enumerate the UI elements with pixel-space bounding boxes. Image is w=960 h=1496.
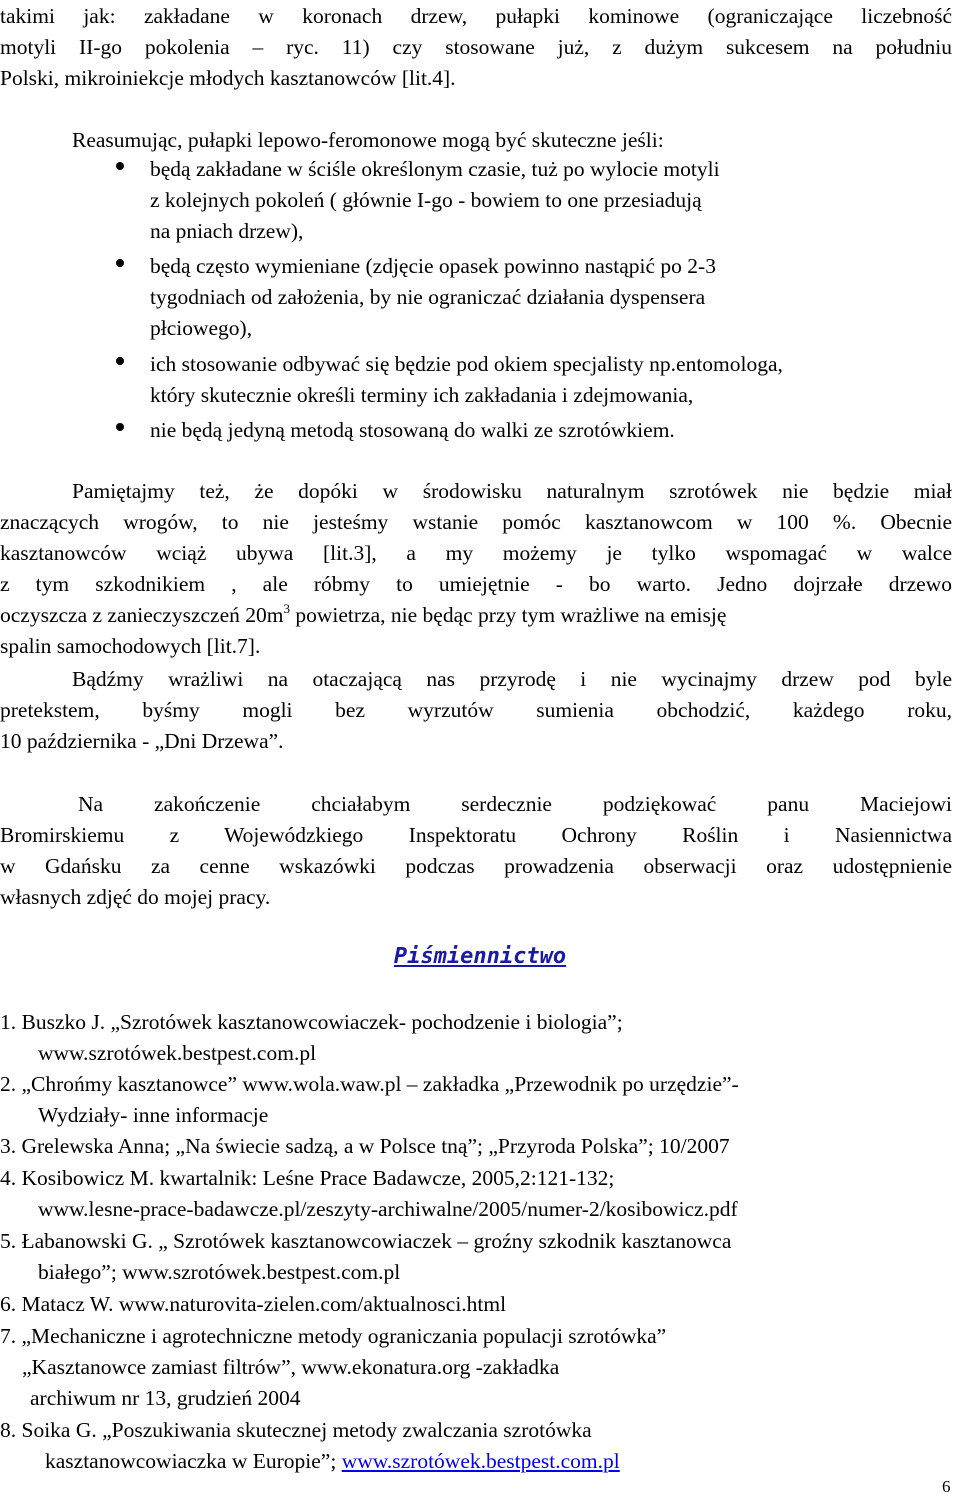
- reference-7-line-2: „Kasztanowce zamiast filtrów”, www.ekonatura.org -zakładka: [22, 1355, 560, 1379]
- reference-8-line-2: [45, 1451, 620, 1473]
- reference-4-line-1: 4. Kosibowicz M. kwartalnik: Leśne Prace Badawcze, 2005,2:121-132;: [0, 1166, 615, 1190]
- superscript-3: 3: [283, 601, 290, 616]
- para2-line-1: Bądźmy wrażliwi na otaczającą nas przyrodę i nie wycinajmy drzew pod byle: [72, 667, 952, 691]
- bullet-2-line-2: tygodniach od założenia, by nie ograniczać działania dyspensera: [150, 285, 706, 309]
- para3-line-1: Na zakończenie chciałabym serdecznie podziękować panu Maciejowi: [78, 792, 952, 816]
- bullet-3-line-2: który skutecznie określi terminy ich zakładania i zdejmowania,: [150, 383, 694, 407]
- bullet-dot: [116, 162, 124, 170]
- reference-8-line-1: 8. Soika G. „Poszukiwania skutecznej metody zwalczania szrotówka: [0, 1418, 592, 1442]
- para1-line-5a: oczyszcza z zanieczyszczeń 20m: [0, 603, 284, 627]
- para1-line-5b: powietrza, nie będąc przy tym wrażliwe na emisję: [290, 603, 727, 627]
- para1-line-6: spalin samochodowych [lit.7].: [0, 634, 261, 658]
- reference-5-line-1: 5. Łabanowski G. „ Szrotówek kasztanowcowiaczek – groźny szkodnik kasztanowca: [0, 1229, 732, 1253]
- bullet-4-line-1: nie będą jedyną metodą stosowaną do walki ze szrotówkiem.: [150, 418, 675, 442]
- para1-line-5: [0, 601, 952, 627]
- para2-line-3: 10 października - „Dni Drzewa”.: [0, 729, 284, 753]
- reference-3: 3. Grelewska Anna; „Na świecie sadzą, a w Polsce tną”; „Przyroda Polska”; 10/2007: [0, 1134, 730, 1158]
- bullet-dot: [116, 259, 124, 267]
- bullet-1-line-2: z kolejnych pokoleń ( głównie I-go - bowiem to one przesiadują: [150, 188, 702, 212]
- reference-7-line-3: archiwum nr 13, grudzień 2004: [30, 1386, 301, 1410]
- para3-line-3: w Gdańsku za cenne wskazówki podczas prowadzenia obserwacji oraz udostępnienie: [0, 854, 952, 878]
- reference-1-line-1: 1. Buszko J. „Szrotówek kasztanowcowiaczek- pochodzenie i biologia”;: [0, 1010, 623, 1034]
- reference-1-line-2: www.szrotówek.bestpest.com.pl: [38, 1041, 317, 1065]
- bullet-3-line-1: ich stosowanie odbywać się będzie pod okiem specjalisty np.entomologa,: [150, 352, 783, 376]
- reference-7-line-1: 7. „Mechaniczne i agrotechniczne metody ograniczania populacji szrotówka”: [0, 1324, 667, 1348]
- summary-lead: Reasumując, pułapki lepowo-feromonowe mogą być skuteczne jeśli:: [72, 128, 664, 152]
- bibliography-heading: Piśmiennictwo: [393, 944, 567, 969]
- reference-4-line-2: www.lesne-prace-badawcze.pl/zeszyty-archiwalne/2005/numer-2/kosibowicz.pdf: [38, 1197, 738, 1221]
- para1-line-1: Pamiętajmy też, że dopóki w środowisku naturalnym szrotówek nie będzie miał: [72, 479, 952, 503]
- reference-5-line-2: białego”; www.szrotówek.bestpest.com.pl: [38, 1260, 401, 1284]
- para3-line-2: Bromirskiemu z Wojewódzkiego Inspektoratu Ochrony Roślin i Nasiennictwa: [0, 823, 952, 847]
- intro-line-3: Polski, mikroiniekcje młodych kasztanowców [lit.4].: [0, 66, 456, 90]
- bullet-2-line-3: płciowego),: [150, 316, 253, 340]
- bullet-2-line-1: będą często wymieniane (zdjęcie opasek powinno nastąpić po 2-3: [150, 254, 716, 278]
- bullet-1-line-3: na pniach drzew),: [150, 219, 304, 243]
- reference-2-line-1: 2. „Chrońmy kasztanowce” www.wola.waw.pl – zakładka „Przewodnik po urzędzie”-: [0, 1072, 739, 1096]
- bullet-dot: [116, 357, 124, 365]
- para3-line-4: własnych zdjęć do mojej pracy.: [0, 885, 271, 909]
- para1-line-4: z tym szkodnikiem , ale róbmy to umiejętnie - bo warto. Jedno dojrzałe drzewo: [0, 572, 952, 596]
- reference-8-text: kasztanowcowiaczka w Europie”;: [45, 1449, 342, 1473]
- bullet-1-line-1: będą zakładane w ściśle określonym czasie, tuż po wylocie motyli: [150, 157, 720, 181]
- reference-2-line-2: Wydziały- inne informacje: [38, 1103, 269, 1127]
- reference-6: 6. Matacz W. www.naturovita-zielen.com/aktualnosci.html: [0, 1292, 507, 1316]
- intro-line-1: takimi jak: zakładane w koronach drzew, pułapki kominowe (ograniczające liczebność: [0, 4, 952, 28]
- page-number: 6: [942, 1477, 951, 1496]
- para1-line-3: kasztanowców wciąż ubywa [lit.3], a my możemy je tylko wspomagać w walce: [0, 541, 952, 565]
- para1-line-2: znaczących wrogów, to nie jesteśmy wstanie pomóc kasztanowcom w 100 %. Obecnie: [0, 510, 952, 534]
- bullet-dot: [116, 423, 124, 431]
- reference-8-link[interactable]: www.szrotówek.bestpest.com.pl: [341, 1449, 620, 1473]
- intro-line-2: motyli II-go pokolenia – ryc. 11) czy stosowane już, z dużym sukcesem na południu: [0, 35, 952, 59]
- para2-line-2: pretekstem, byśmy mogli bez wyrzutów sumienia obchodzić, każdego roku,: [0, 698, 952, 722]
